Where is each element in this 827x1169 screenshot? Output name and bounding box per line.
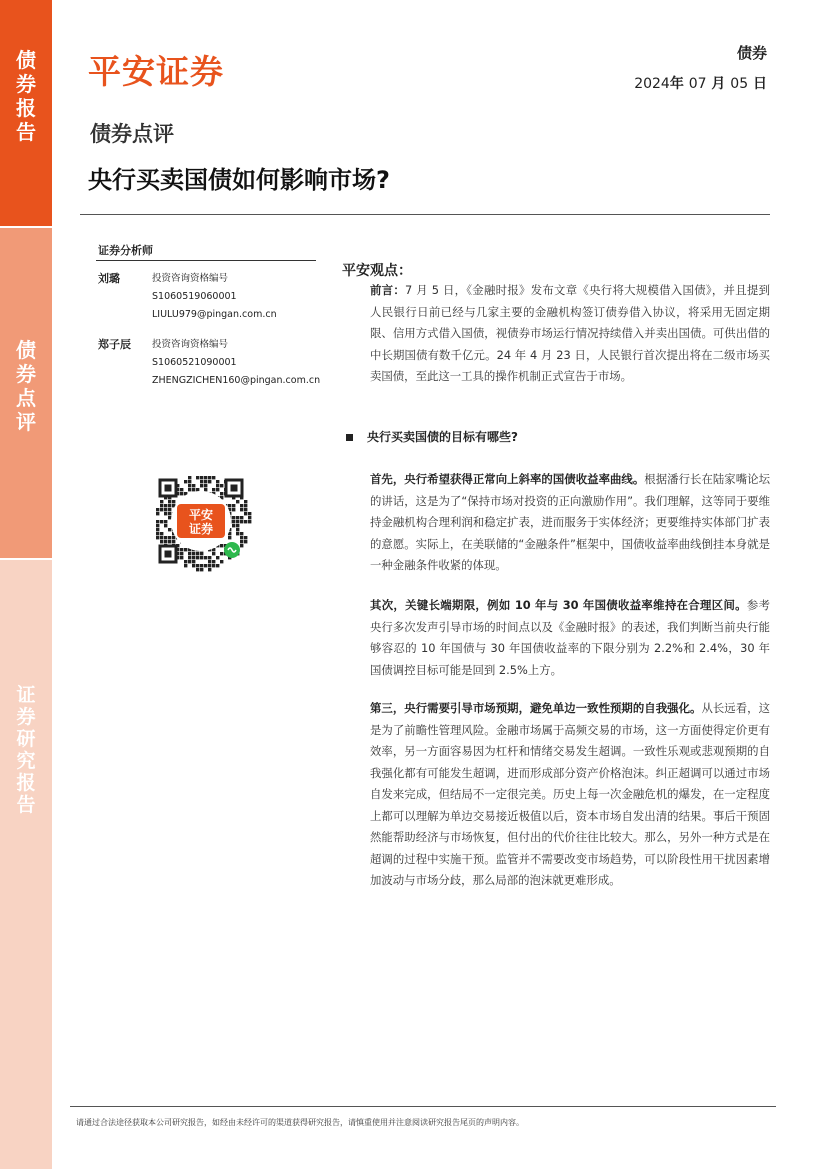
qr-module: [184, 548, 187, 551]
qr-module: [232, 516, 235, 519]
qr-module: [232, 508, 235, 511]
qr-module: [236, 524, 239, 527]
qr-module: [232, 520, 235, 523]
qr-module: [200, 568, 203, 571]
qr-module: [164, 524, 167, 527]
qr-module: [164, 512, 167, 515]
qr-module: [204, 484, 207, 487]
qr-module: [164, 536, 167, 539]
qr-finder-center: [165, 485, 172, 492]
analyst-info: [152, 336, 352, 390]
sidebar-char: 告: [16, 794, 36, 816]
qr-module: [240, 544, 243, 547]
report-type: 债券点评: [90, 122, 174, 146]
qr-module: [168, 528, 171, 531]
qr-logo-text: 证券: [188, 522, 214, 536]
question-heading: 央行买卖国债的目标有哪些?: [346, 428, 518, 445]
qr-module: [220, 492, 223, 495]
qr-module: [156, 528, 159, 531]
qr-module: [244, 512, 247, 515]
sidebar-char: 报: [16, 772, 36, 794]
qr-module: [212, 476, 215, 479]
qr-module: [196, 552, 199, 555]
qr-module: [196, 568, 199, 571]
view-heading: 平安观点：: [342, 263, 412, 279]
qr-module: [220, 560, 223, 563]
qr-module: [204, 488, 207, 491]
qr-module: [244, 540, 247, 543]
qr-module: [184, 564, 187, 567]
qr-module: [216, 484, 219, 487]
qr-module: [160, 508, 163, 511]
paragraph-third: 第三，央行需要引导市场预期，避免单边一致性预期的自我强化。从长远看，这是为了前瞻性管理风险。金融市场属于高频交易的市场，这一方面使得定价更有效率，另一方面容易因为杠杆和情绪交易发生超调。一致性乐观或悲观预期的自我强化都有可能发生超调，进而形成部分资产价格泡沫。纠正超调可以通过市场自发来完成，但结局不一定很完美。历史上每一次金融危机的爆发，在一定程度上都可以理解为单边交易接近极值以后，资本市场自发出清的结果。事后干预固然能帮助经济与市场恢复，但付出的代价往往比较大。那么，另外一种方式是在超调的过程中实施干预。监管并不需要改变市场趋势，可以阶段性用干扰因素增加波动与市场分歧，那么局部的泡沫就更难形成。: [370, 701, 770, 887]
qr-module: [188, 488, 191, 491]
company-logo: 平安证券: [88, 52, 224, 91]
qr-module: [200, 556, 203, 559]
qr-finder-center: [165, 551, 172, 558]
qr-module: [232, 524, 235, 527]
qr-module: [216, 564, 219, 567]
qr-module: [168, 536, 171, 539]
qr-module: [248, 516, 251, 519]
sidebar-char: 报: [16, 96, 36, 120]
qr-module: [192, 564, 195, 567]
qr-module: [208, 480, 211, 483]
qr-module: [192, 560, 195, 563]
qr-module: [164, 540, 167, 543]
qr-module: [188, 552, 191, 555]
qr-module: [228, 504, 231, 507]
qr-module: [236, 520, 239, 523]
qr-module: [212, 488, 215, 491]
sidebar-char: 债: [16, 48, 36, 72]
qr-module: [212, 564, 215, 567]
qr-module: [240, 540, 243, 543]
qr-module: [168, 540, 171, 543]
qr-module: [188, 560, 191, 563]
sidebar-char: 评: [16, 410, 36, 434]
paragraph-second: 其次，关键长端期限，例如 10 年与 30 年国债收益率维持在合理区间。参考央行多次发声引导市场的时间点以及《金融时报》的表述，我们判断当前央行能够容忍的 10 年国债与 30 年国债收益率的下限分别为 2.2%和 2.4%，30 年国债调控目标可能是回到 2.5%上方。: [370, 598, 770, 677]
qr-module: [160, 504, 163, 507]
sidebar-segment-research: [0, 560, 52, 1169]
qr-module: [244, 520, 247, 523]
qr-module: [196, 556, 199, 559]
qr-module: [248, 520, 251, 523]
qr-module: [160, 520, 163, 523]
qr-module: [244, 504, 247, 507]
qr-module: [164, 508, 167, 511]
qr-module: [168, 508, 171, 511]
qr-module: [156, 508, 159, 511]
qr-module: [156, 536, 159, 539]
qr-module: [240, 520, 243, 523]
qr-module: [188, 480, 191, 483]
qr-module: [188, 484, 191, 487]
analyst-heading: 证券分析师: [98, 244, 153, 257]
qr-module: [208, 560, 211, 563]
qr-module: [236, 528, 239, 531]
analyst-info: [152, 270, 352, 324]
qr-module: [232, 504, 235, 507]
qr-module: [208, 476, 211, 479]
sidebar-char: 券: [16, 72, 36, 96]
qualification-number: S1060521090001: [152, 357, 237, 368]
qr-module: [168, 516, 171, 519]
qr-module: [248, 512, 251, 515]
qr-module: [236, 516, 239, 519]
qr-module: [200, 484, 203, 487]
bullet-square-icon: [346, 434, 353, 441]
qr-module: [208, 556, 211, 559]
qr-module: [168, 504, 171, 507]
qr-module: [168, 512, 171, 515]
qr-module: [244, 508, 247, 511]
qr-module: [212, 560, 215, 563]
qr-module: [204, 564, 207, 567]
intro-paragraph: 前言：7 月 5 日，《金融时报》发布文章《央行将大规模借入国债》，并且提到人民银行日前已经与几家主要的金融机构签订债券借入协议，将采用无固定期限、信用方式借入国债，视债券市场运行情况持续借入并卖出国债。可供出借的中长期国债有数千亿元。24 年 4 月 23 日，人民银行首次提出将在二级市场买卖国债，至此这一工具的操作机制正式宣告于市场。: [370, 283, 770, 383]
qr-module: [160, 536, 163, 539]
paragraph-first: 首先，央行希望获得正常向上斜率的国债收益率曲线。根据潘行长在陆家嘴论坛的讲话，这是为了“保持市场对投资的正向激励作用”。我们理解，这等同于要维持金融机构合理利润和稳定扩表，进而服务于实体经济；更要维持实体部门扩表的意愿。实际上，在美联储的“金融条件”框架中，国债收益率曲线倒挂本身就是一种金融条件收紧的体现。: [370, 472, 770, 572]
qr-module: [208, 564, 211, 567]
report-date: 2024年 07 月 05 日: [634, 76, 767, 92]
qr-module: [240, 508, 243, 511]
qr-module: [228, 536, 231, 539]
qr-module: [216, 480, 219, 483]
sidebar-char: 债: [16, 338, 36, 362]
qr-module: [156, 532, 159, 535]
qr-module: [160, 500, 163, 503]
qr-module: [180, 548, 183, 551]
qr-module: [196, 564, 199, 567]
sidebar: [0, 0, 52, 1169]
sidebar-char: 点: [16, 386, 36, 410]
qr-module: [200, 564, 203, 567]
qualification-label: 投资咨询资格编号: [152, 273, 229, 284]
analyst-name: 郑子辰: [98, 338, 131, 351]
qr-module: [212, 552, 215, 555]
qr-finder-center: [231, 485, 238, 492]
qr-module: [240, 516, 243, 519]
qr-module: [184, 560, 187, 563]
qr-module: [160, 540, 163, 543]
qr-module: [220, 484, 223, 487]
analyst-email[interactable]: LIULU979@pingan.com.cn: [152, 309, 277, 320]
sidebar-segment-report: [0, 0, 52, 226]
qr-module: [184, 480, 187, 483]
qr-module: [156, 520, 159, 523]
sidebar-char: 告: [16, 120, 36, 144]
qr-module: [220, 552, 223, 555]
analyst-name: 刘璐: [98, 272, 120, 285]
qr-code[interactable]: [150, 470, 252, 572]
sidebar-segment-review: [0, 228, 52, 558]
qr-module: [236, 500, 239, 503]
qr-module: [172, 500, 175, 503]
qr-module: [156, 524, 159, 527]
qr-module: [188, 556, 191, 559]
qr-module: [200, 476, 203, 479]
qr-module: [196, 488, 199, 491]
qr-module: [192, 556, 195, 559]
qr-module: [180, 552, 183, 555]
title-divider: [80, 214, 770, 215]
qr-module: [172, 540, 175, 543]
qr-module: [188, 476, 191, 479]
qr-module: [204, 480, 207, 483]
qr-module: [164, 504, 167, 507]
qr-module: [192, 484, 195, 487]
qr-logo-text: 平安: [188, 508, 214, 522]
qr-module: [200, 480, 203, 483]
qr-module: [240, 532, 243, 535]
sidebar-char: 券: [16, 362, 36, 386]
sidebar-char: 证: [16, 684, 36, 706]
qr-module: [180, 556, 183, 559]
qr-module: [156, 512, 159, 515]
qr-module: [200, 552, 203, 555]
qr-module: [164, 520, 167, 523]
qr-module: [240, 504, 243, 507]
qr-module: [236, 532, 239, 535]
footer-divider: [70, 1106, 776, 1107]
qr-module: [216, 488, 219, 491]
qr-module: [172, 536, 175, 539]
page-title: 央行买卖国债如何影响市场?: [88, 166, 390, 194]
qr-module: [180, 492, 183, 495]
qr-module: [240, 536, 243, 539]
qualification-label: 投资咨询资格编号: [152, 339, 229, 350]
qr-module: [244, 536, 247, 539]
footer-disclaimer: 请通过合法途径获取本公司研究报告，如经由未经许可的渠道获得研究报告，请慎重使用并注意阅读研究报告尾页的声明内容。: [76, 1118, 524, 1127]
qr-module: [204, 476, 207, 479]
qr-module: [192, 552, 195, 555]
qr-module: [216, 556, 219, 559]
category-label: 债券: [736, 44, 767, 62]
analyst-email[interactable]: ZHENGZICHEN160@pingan.com.cn: [152, 375, 321, 386]
qr-module: [196, 476, 199, 479]
qr-module: [160, 532, 163, 535]
qr-module: [204, 556, 207, 559]
qr-module: [220, 544, 223, 547]
qualification-number: S1060519060001: [152, 291, 237, 302]
qr-module: [192, 488, 195, 491]
qr-module: [208, 568, 211, 571]
qr-module: [168, 500, 171, 503]
sidebar-char: 究: [16, 750, 36, 772]
sidebar-char: 券: [16, 706, 36, 728]
analyst-divider: [96, 260, 316, 261]
qr-module: [244, 500, 247, 503]
sidebar-char: 研: [16, 728, 36, 750]
qr-module: [180, 488, 183, 491]
